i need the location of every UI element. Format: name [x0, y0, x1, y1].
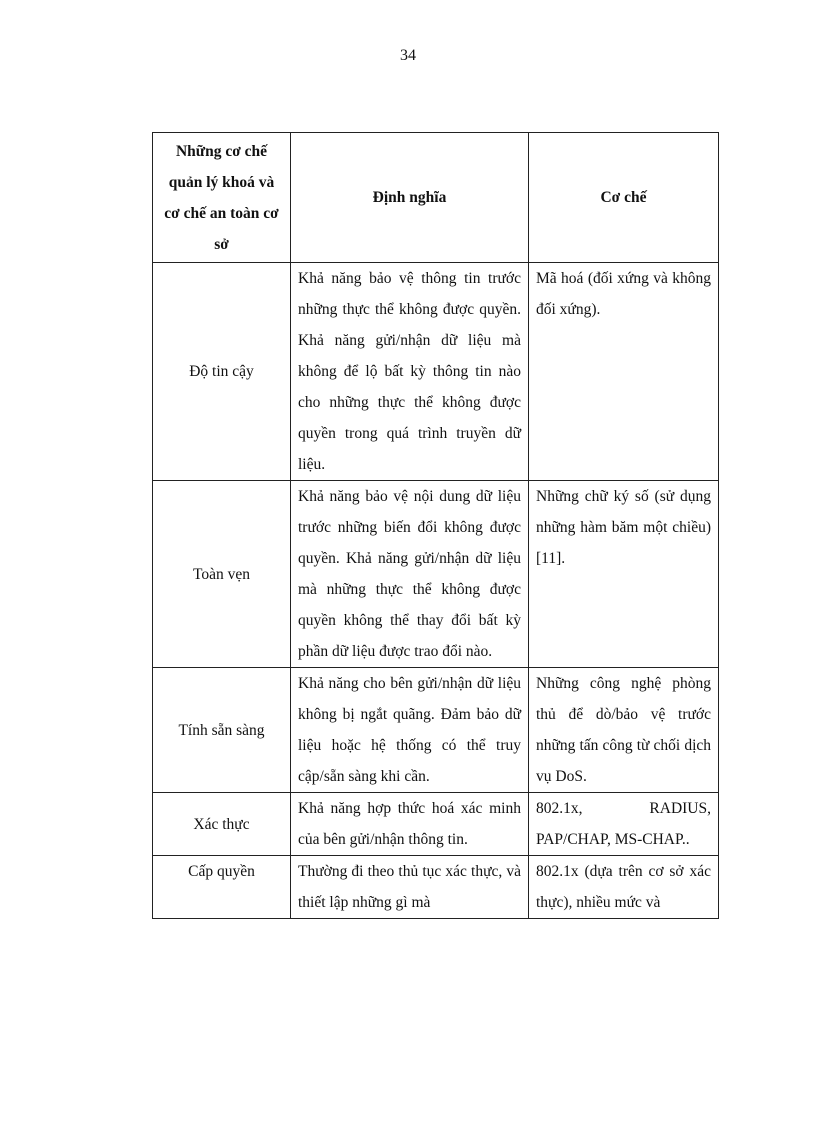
security-mechanisms-table: [152, 132, 719, 919]
row-definition: Khả năng bảo vệ thông tin trước những thực thể không được quyền. Khả năng gửi/nhận dữ liệu mà không để lộ bất kỳ thông tin nào cho những thực thể không được quyền trong quá trình truyền dữ liệu.: [291, 263, 529, 481]
row-implementation: Những công nghệ phòng thủ để dò/bảo vệ trước những tấn công từ chối dịch vụ DoS.: [529, 668, 719, 793]
header-mechanism: Những cơ chế quản lý khoá và cơ chế an toàn cơ sở: [153, 133, 291, 263]
table-row: [153, 668, 719, 793]
row-implementation: 802.1x, RADIUS, PAP/CHAP, MS-CHAP..: [529, 793, 719, 856]
table-header-row: [153, 133, 719, 263]
row-implementation: Mã hoá (đối xứng và không đối xứng).: [529, 263, 719, 481]
row-implementation: Những chữ ký số (sử dụng những hàm băm một chiều) [11].: [529, 481, 719, 668]
page-number: 34: [400, 47, 416, 64]
row-definition: Thường đi theo thủ tục xác thực, và thiết lập những gì mà: [291, 856, 529, 919]
table-row: [153, 793, 719, 856]
row-name: Cấp quyền: [153, 856, 291, 919]
row-implementation: 802.1x (dựa trên cơ sở xác thực), nhiều mức và: [529, 856, 719, 919]
row-definition: Khả năng hợp thức hoá xác minh của bên gửi/nhận thông tin.: [291, 793, 529, 856]
header-implementation: Cơ chế: [529, 133, 719, 263]
row-definition: Khả năng bảo vệ nội dung dữ liệu trước những biến đổi không được quyền. Khả năng gửi/nhận dữ liệu mà những thực thể không được quyền không thể thay đổi bất kỳ phần dữ liệu được trao đổi nào.: [291, 481, 529, 668]
row-name: Độ tin cậy: [153, 263, 291, 481]
row-name: Tính sẵn sàng: [153, 668, 291, 793]
row-definition: Khả năng cho bên gửi/nhận dữ liệu không bị ngắt quãng. Đảm bảo dữ liệu hoặc hệ thống có thể truy cập/sẵn sàng khi cần.: [291, 668, 529, 793]
header-definition: Định nghĩa: [291, 133, 529, 263]
row-name: Toàn vẹn: [153, 481, 291, 668]
table-row: [153, 856, 719, 919]
row-name: Xác thực: [153, 793, 291, 856]
table-row: [153, 263, 719, 481]
table-row: [153, 481, 719, 668]
